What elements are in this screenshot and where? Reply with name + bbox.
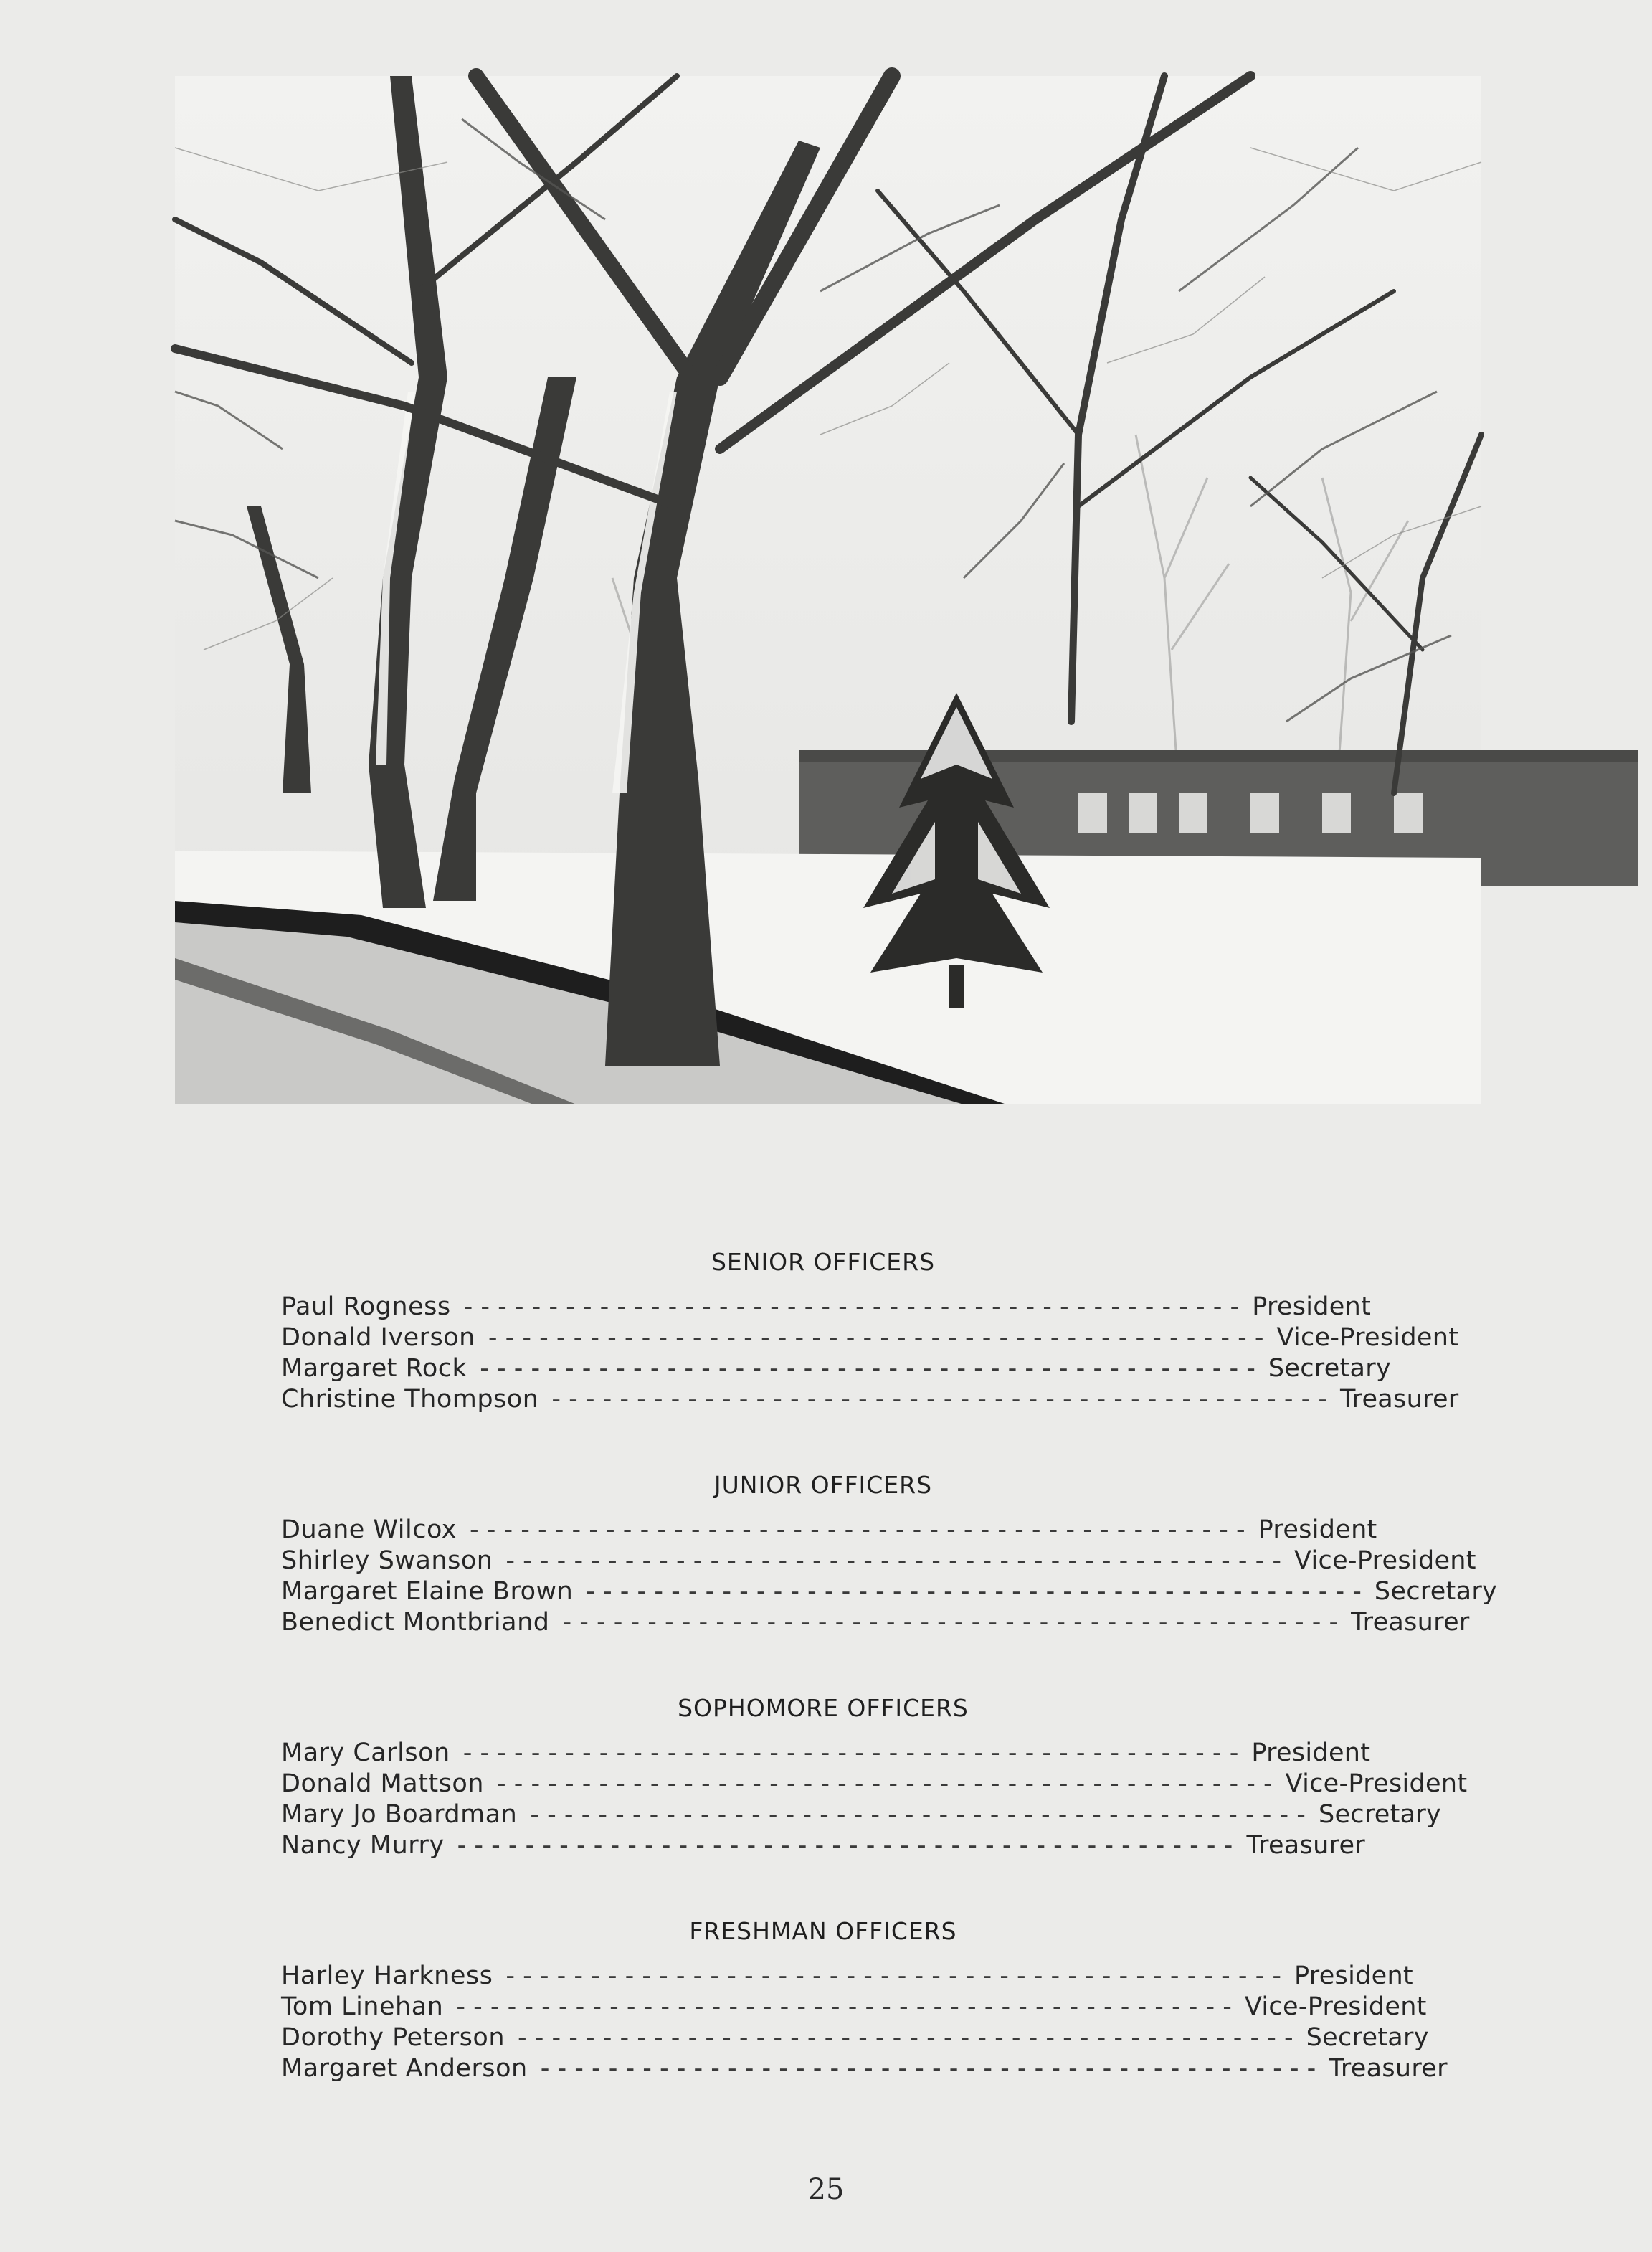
dot-leader: - - - - - - - - - - - - - - - - - - - - - - - - - - - - - - - - - - - - - - - - - - - - - -	[457, 1831, 1233, 1860]
list-item	[281, 1738, 1371, 1769]
officer-role: Secretary	[1306, 2023, 1429, 2052]
officer-role: Treasurer	[1246, 1831, 1365, 1860]
officer-name: Dorothy Peterson	[281, 2023, 505, 2052]
dot-leader: - - - - - - - - - - - - - - - - - - - - - - - - - - - - - - - - - - - - - - - - - - - - - -	[530, 1800, 1306, 1829]
officer-name: Christine Thompson	[281, 1385, 539, 1414]
photo-illustration	[175, 76, 1481, 1104]
officer-name: Margaret Rock	[281, 1354, 467, 1383]
section-title: FRESHMAN OFFICERS	[689, 1917, 957, 1945]
officer-name: Benedict Montbriand	[281, 1608, 550, 1637]
dot-leader: - - - - - - - - - - - - - - - - - - - - - - - - - - - - - - - - - - - - - - - - - - - - - -	[480, 1354, 1255, 1383]
list-item	[281, 1799, 1442, 1830]
list-item	[281, 1384, 1459, 1415]
list-item	[281, 1546, 1476, 1576]
dot-leader: - - - - - - - - - - - - - - - - - - - - - - - - - - - - - - - - - - - - - - - - - - - - - -	[505, 1962, 1281, 1990]
list-item	[281, 1830, 1365, 1861]
officer-role: President	[1252, 1292, 1372, 1321]
officer-name: Shirley Swanson	[281, 1546, 493, 1575]
page-number: 25	[807, 2173, 845, 2206]
dot-leader: - - - - - - - - - - - - - - - - - - - - - - - - - - - - - - - - - - - - - - - - - - - - - -	[505, 1546, 1282, 1575]
officer-role: President	[1293, 1962, 1413, 1990]
officer-role: President	[1251, 1738, 1371, 1767]
list-item	[281, 1607, 1470, 1638]
list-item	[281, 1961, 1413, 1992]
list-item	[281, 1292, 1372, 1323]
dot-leader: - - - - - - - - - - - - - - - - - - - - - - - - - - - - - - - - - - - - - - - - - - - - - -	[463, 1292, 1240, 1321]
dot-leader: - - - - - - - - - - - - - - - - - - - - - - - - - - - - - - - - - - - - - - - - - - - - - -	[496, 1769, 1273, 1798]
officer-role: Vice-President	[1294, 1546, 1476, 1575]
dot-leader: - - - - - - - - - - - - - - - - - - - - - - - - - - - - - - - - - - - - - - - - - - - - - -	[562, 1608, 1339, 1637]
officer-role: Vice-President	[1285, 1769, 1468, 1798]
junior-officers-section	[281, 1471, 1498, 1638]
dot-leader: - - - - - - - - - - - - - - - - - - - - - - - - - - - - - - - - - - - - - - - - - - - - - -	[518, 2023, 1293, 2052]
officer-name: Donald Iverson	[281, 1323, 475, 1352]
officer-name: Duane Wilcox	[281, 1515, 457, 1544]
sophomore-officers-section	[281, 1694, 1468, 1861]
class-officers-list	[281, 1248, 1498, 2140]
list-item	[281, 1515, 1377, 1546]
officer-role: Treasurer	[1329, 2054, 1448, 2083]
list-item	[281, 1353, 1391, 1384]
officer-name: Margaret Elaine Brown	[281, 1577, 574, 1606]
officer-role: Vice-President	[1276, 1323, 1459, 1352]
officer-role: Secretary	[1374, 1577, 1498, 1606]
dot-leader: - - - - - - - - - - - - - - - - - - - - - - - - - - - - - - - - - - - - - - - - - - - - - -	[456, 1992, 1232, 2021]
section-title: SOPHOMORE OFFICERS	[678, 1694, 969, 1722]
dot-leader: - - - - - - - - - - - - - - - - - - - - - - - - - - - - - - - - - - - - - - - - - - - - - -	[551, 1385, 1327, 1414]
officer-role: Secretary	[1268, 1354, 1391, 1383]
officer-name: Mary Carlson	[281, 1738, 450, 1767]
list-item	[281, 1769, 1468, 1799]
dot-leader: - - - - - - - - - - - - - - - - - - - - - - - - - - - - - - - - - - - - - - - - - - - - - -	[462, 1738, 1239, 1767]
section-title: JUNIOR OFFICERS	[713, 1471, 933, 1499]
officer-role: Vice-President	[1244, 1992, 1427, 2021]
officer-role: Treasurer	[1340, 1385, 1459, 1414]
list-item	[281, 1323, 1459, 1353]
list-item	[281, 1992, 1427, 2022]
list-item	[281, 2022, 1429, 2053]
section-title: SENIOR OFFICERS	[711, 1248, 936, 1276]
officer-name: Paul Rogness	[281, 1292, 451, 1321]
dot-leader: - - - - - - - - - - - - - - - - - - - - - - - - - - - - - - - - - - - - - - - - - - - - - -	[470, 1515, 1245, 1544]
officer-role: Secretary	[1318, 1800, 1442, 1829]
list-item	[281, 2053, 1448, 2084]
officer-name: Margaret Anderson	[281, 2054, 528, 2083]
list-item	[281, 1576, 1498, 1607]
freshman-officers-section	[281, 1917, 1448, 2084]
officer-name: Harley Harkness	[281, 1962, 493, 1990]
officer-name: Donald Mattson	[281, 1769, 484, 1798]
officer-role: President	[1258, 1515, 1377, 1544]
winter-campus-photo	[175, 76, 1481, 1104]
dot-leader: - - - - - - - - - - - - - - - - - - - - - - - - - - - - - - - - - - - - - - - - - - - - - -	[488, 1323, 1264, 1352]
senior-officers-section	[281, 1248, 1459, 1415]
dot-leader: - - - - - - - - - - - - - - - - - - - - - - - - - - - - - - - - - - - - - - - - - - - - - -	[540, 2054, 1316, 2083]
officer-name: Tom Linehan	[281, 1992, 444, 2021]
dot-leader: - - - - - - - - - - - - - - - - - - - - - - - - - - - - - - - - - - - - - - - - - - - - - -	[586, 1577, 1362, 1606]
officer-name: Mary Jo Boardman	[281, 1800, 518, 1829]
officer-name: Nancy Murry	[281, 1831, 445, 1860]
officer-role: Treasurer	[1351, 1608, 1470, 1637]
